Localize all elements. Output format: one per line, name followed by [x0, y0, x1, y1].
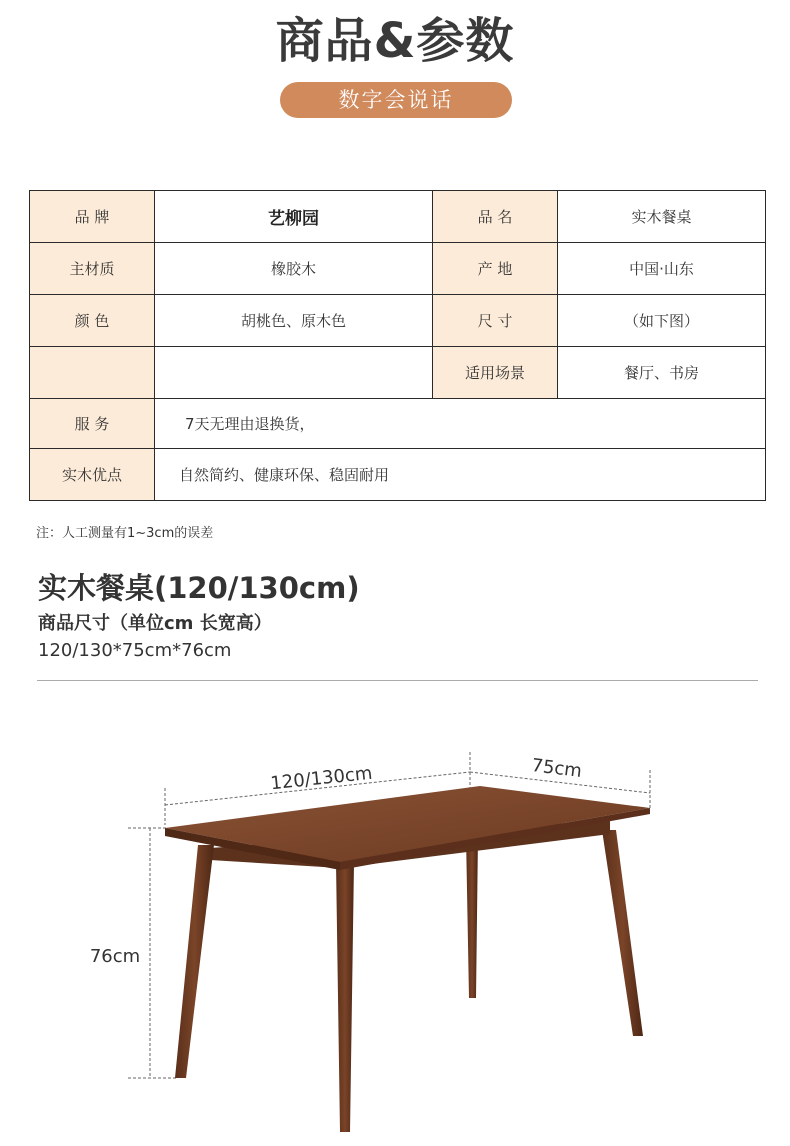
empty-value-cell — [155, 347, 433, 399]
dining-table-illustration — [0, 700, 790, 1146]
height-dimension-label: 76cm — [89, 946, 141, 967]
page-title: 商品&参数 — [275, 13, 515, 69]
size-label: 尺 寸 — [433, 295, 558, 347]
product-title: 实木餐桌(120/130cm) — [38, 571, 360, 605]
size-value: （如下图） — [558, 295, 766, 347]
service-label: 服 务 — [30, 399, 155, 449]
origin-value: 中国·山东 — [558, 243, 766, 295]
section-divider — [37, 680, 758, 681]
advantage-value: 自然简约、健康环保、稳固耐用 — [155, 449, 766, 501]
width-dimension-label: 75cm — [530, 755, 583, 783]
product-name-label: 品 名 — [433, 191, 558, 243]
empty-label-cell — [30, 347, 155, 399]
tagline-badge: 数字会说话 — [280, 82, 512, 118]
scene-value: 餐厅、书房 — [558, 347, 766, 399]
back-left-leg — [466, 835, 478, 998]
scene-label: 适用场景 — [433, 347, 558, 399]
back-right-leg — [602, 830, 643, 1036]
color-value: 胡桃色、原木色 — [155, 295, 433, 347]
material-label: 主材质 — [30, 243, 155, 295]
front-center-leg — [336, 862, 354, 1132]
brand-value: 艺柳园 — [155, 191, 433, 243]
product-name-value: 实木餐桌 — [558, 191, 766, 243]
service-value: 7天无理由退换货， — [155, 399, 766, 449]
brand-label: 品 牌 — [30, 191, 155, 243]
front-left-leg — [175, 845, 214, 1078]
origin-label: 产 地 — [433, 243, 558, 295]
length-dimension-label: 120/130cm — [269, 762, 374, 795]
size-heading: 商品尺寸（单位cm 长宽高） — [38, 613, 272, 634]
material-value: 橡胶木 — [155, 243, 433, 295]
spec-table — [29, 190, 766, 501]
color-label: 颜 色 — [30, 295, 155, 347]
measurement-note: 注：人工测量有1~3cm的误差 — [36, 526, 214, 541]
size-text: 120/130*75cm*76cm — [38, 640, 232, 661]
advantage-label: 实木优点 — [30, 449, 155, 501]
